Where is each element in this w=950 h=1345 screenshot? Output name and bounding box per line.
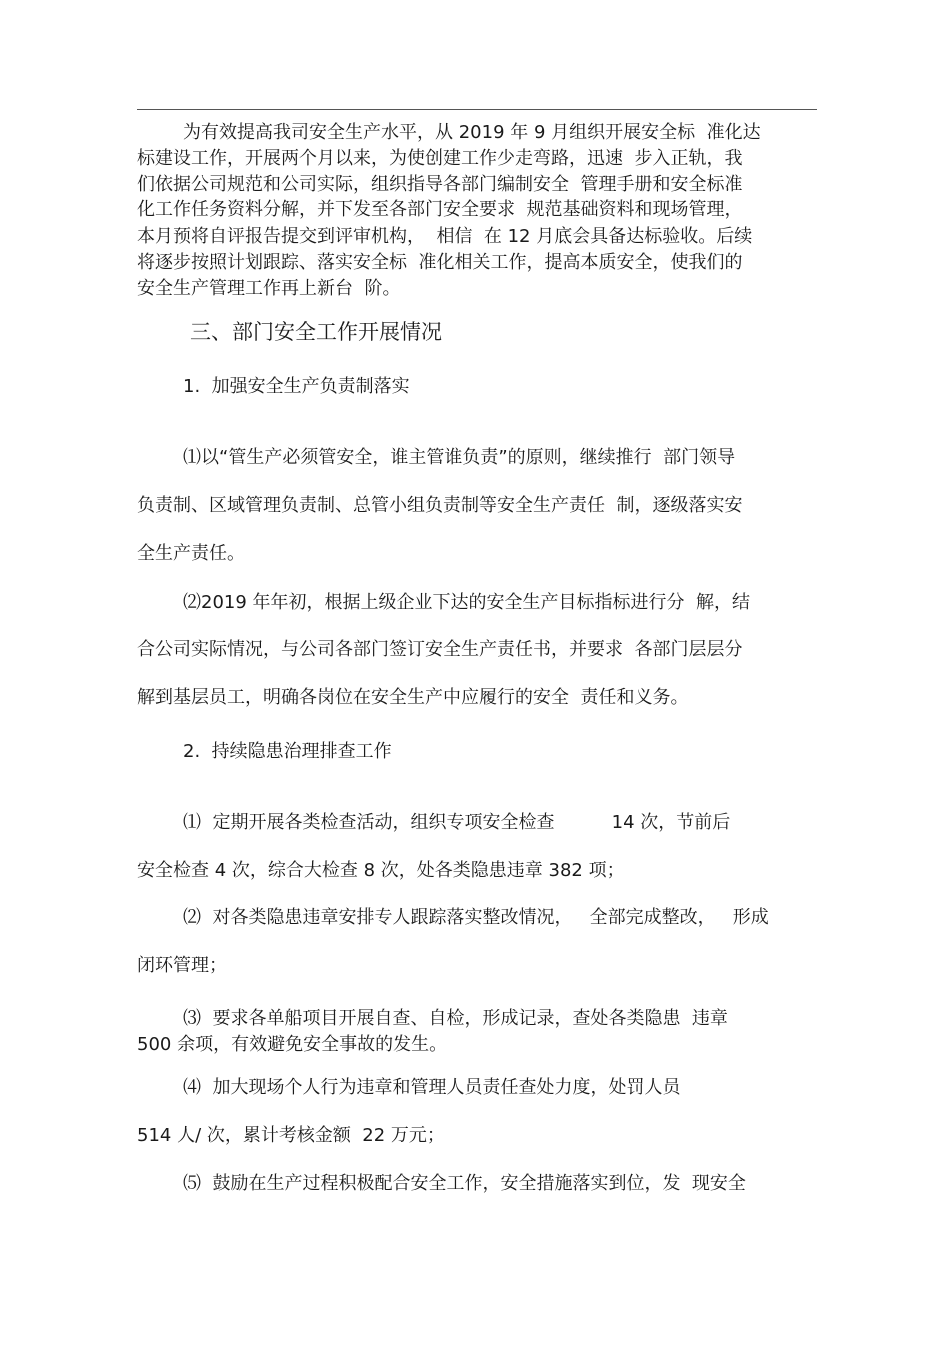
text-line: 解到基层员工，明确各岗位在安全生产中应履行的安全 责任和义务。	[137, 687, 689, 708]
text-line: 标建设工作，开展两个月以来，为使创建工作少走弯路，迅速 步入正轨，我	[137, 148, 743, 169]
section-heading: 三、部门安全工作开展情况	[190, 320, 442, 344]
subsection-title: 2. 持续隐患治理排查工作	[183, 741, 392, 762]
text-line: 将逐步按照计划跟踪、落实安全标 准化相关工作，提高本质安全，使我们的	[137, 252, 743, 273]
header-rule	[137, 109, 817, 110]
text-line: 负责制、区域管理负责制、总管小组负责制等安全生产责任 制，逐级落实安	[137, 495, 743, 516]
text-line: ⑴以“管生产必须管安全，谁主管谁负责”的原则，继续推行 部门领导	[183, 447, 736, 468]
text-line: 化工作任务资料分解，并下发至各部门安全要求 规范基础资料和现场管理，	[137, 199, 743, 220]
text-line: ⑵ 对各类隐患违章安排专人跟踪落实整改情况， 全部完成整改， 形成	[183, 907, 769, 928]
text-line: ⑸ 鼓励在生产过程积极配合安全工作，安全措施落实到位，发 现安全	[183, 1173, 746, 1194]
text-line: ⑷ 加大现场个人行为违章和管理人员责任查处力度，处罚人员	[183, 1077, 681, 1098]
text-line: 514 人/ 次，累计考核金额 22 万元；	[137, 1125, 445, 1146]
text-line: 安全检查 4 次，综合大检查 8 次，处各类隐患违章 382 项；	[137, 860, 625, 881]
text-line: 为有效提高我司安全生产水平，从 2019 年 9 月组织开展安全标 准化达	[183, 122, 761, 143]
text-line: 全生产责任。	[137, 543, 245, 564]
text-line: ⑶ 要求各单船项目开展自查、自检，形成记录，查处各类隐患 违章	[183, 1008, 728, 1029]
text-line: ⑵2019 年年初，根据上级企业下达的安全生产目标指标进行分 解，结	[183, 592, 750, 613]
subsection-title: 1. 加强安全生产负责制落实	[183, 376, 410, 397]
text-line: 们依据公司规范和公司实际，组织指导各部门编制安全 管理手册和安全标准	[137, 174, 743, 195]
text-line: ⑴ 定期开展各类检查活动，组织专项安全检查 14 次，节前后	[183, 812, 731, 833]
text-line: 合公司实际情况，与公司各部门签订安全生产责任书，并要求 各部门层层分	[137, 639, 743, 660]
text-line: 本月预将自评报告提交到评审机构， 相信 在 12 月底会具备达标验收。后续	[137, 226, 753, 247]
text-line: 闭环管理；	[137, 955, 227, 976]
text-line: 安全生产管理工作再上新台 阶。	[137, 278, 401, 299]
text-line: 500 余项，有效避免安全事故的发生。	[137, 1034, 448, 1055]
